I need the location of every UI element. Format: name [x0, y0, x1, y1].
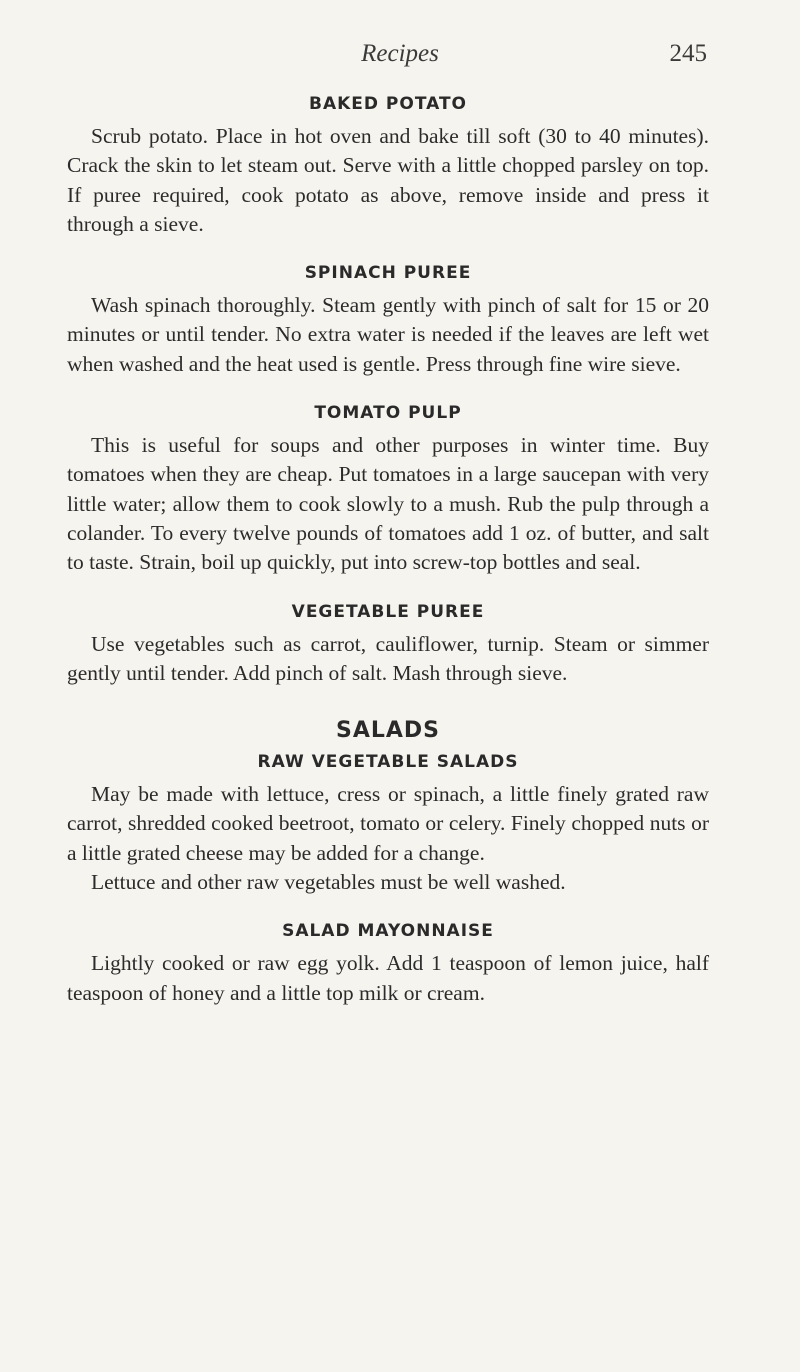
recipe-text: Scrub potato. Place in hot oven and bake till soft (30 to 40 minutes). Crack the skin to let steam out. Serve with a little chopped parsley on top. If puree required, cook potato as above, remove inside and press it through a sieve.	[67, 124, 709, 236]
recipe-title: SPINACH PUREE	[304, 263, 472, 284]
recipe-text: Use vegetables such as carrot, cauliflower, turnip. Steam or simmer gently until tender. Add pinch of salt. Mash through sieve.	[67, 631, 709, 685]
recipe-baked-potato	[67, 92, 709, 239]
recipe-tomato-pulp	[67, 401, 709, 577]
recipe-spinach-puree	[67, 261, 709, 379]
recipe-title: SALAD MAYONNAISE	[282, 921, 494, 942]
recipe-salad-mayonnaise	[67, 919, 709, 1008]
recipe-text: May be made with lettuce, cress or spinach, a little finely grated raw carrot, shredded cooked beetroot, tomato or celery. Finely chopped nuts or a little grated cheese may be added for a change.	[67, 782, 709, 865]
running-title: Recipes	[361, 40, 439, 67]
recipe-vegetable-puree	[67, 600, 709, 689]
recipe-text: Lightly cooked or raw egg yolk. Add 1 teaspoon of lemon juice, half teaspoon of honey and a little top milk or cream.	[67, 951, 709, 1005]
recipe-raw-vegetable-salads	[67, 750, 709, 897]
page-content	[67, 92, 709, 1030]
recipe-text: This is useful for soups and other purposes in winter time. Buy tomatoes when they are cheap. Put tomatoes in a large saucepan with very little water; allow them to cook slowly to a mush. Rub the pulp through a colander. To every twelve pounds of tomatoes add 1 oz. of butter, and salt to taste. Strain, boil up quickly, put into screw-top bottles and seal.	[67, 433, 709, 575]
section-title: SALADS	[335, 718, 441, 744]
recipe-title: TOMATO PULP	[314, 403, 462, 424]
recipe-title: RAW VEGETABLE SALADS	[257, 752, 519, 773]
recipe-title: BAKED POTATO	[308, 94, 467, 114]
recipe-title: VEGETABLE PUREE	[291, 601, 485, 622]
running-head	[0, 38, 800, 78]
page-number: 245	[669, 40, 707, 67]
recipe-text: Wash spinach thoroughly. Steam gently with pinch of salt for 15 or 20 minutes or until tender. No extra water is needed if the leaves are left wet when washed and the heat used is gentle. Press through fine wire sieve.	[67, 293, 709, 376]
recipe-text-note: Lettuce and other raw vegetables must be well washed.	[91, 870, 566, 895]
